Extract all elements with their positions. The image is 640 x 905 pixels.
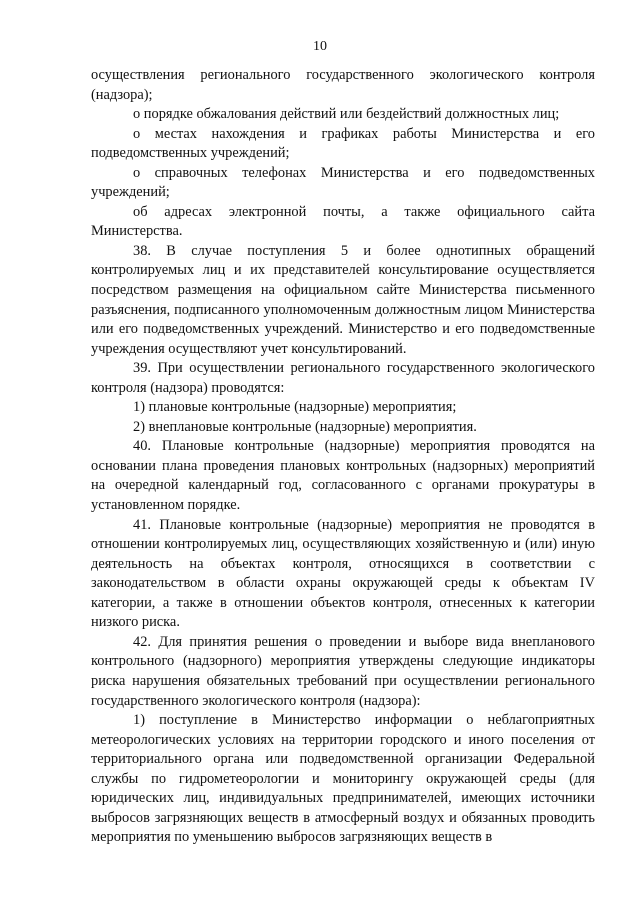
paragraph: осуществления регионального государственного экологического контроля (надзора); — [91, 67, 595, 103]
paragraph: 42. Для принятия решения о проведении и выборе вида внепланового контрольного (надзорного) мероприятия утверждены следующие индикаторы риска нарушения обязательных требований при осуществлении регионального государственного экологического контроля (надзора): — [91, 633, 595, 709]
paragraph: 1) поступление в Министерство информации о неблагоприятных метеорологических условиях на территории городского и иного поселения от территориального органа или подведомственной организации Федеральной службы по гидрометеорологии и мониторингу окружающей среды (для юридических лиц, индивидуальных предпринимателей, имеющих источники выбросов загрязняющих веществ в атмосферный воздух и обязанных проводить мероприятия по уменьшению выбросов загрязняющих веществ в — [91, 712, 595, 846]
paragraph: 2) внеплановые контрольные (надзорные) мероприятия. — [133, 418, 477, 435]
page-number: 10 — [313, 39, 327, 54]
paragraph: 41. Плановые контрольные (надзорные) мероприятия не проводятся в отношении контролируемых лиц, осуществляющих хозяйственную и (или) иную деятельность на объектах контроля, относящихся в соответствии с законодательством в области охраны окружающей среды к объектам IV категории, а также в отношении объектов контроля, отнесенных к категории низкого риска. — [91, 516, 595, 631]
paragraph: 40. Плановые контрольные (надзорные) мероприятия проводятся на основании плана проведения плановых контрольных (надзорных) мероприятий на очередной календарный год, согласованного с органами прокуратуры в установленном порядке. — [91, 438, 595, 514]
paragraph: о порядке обжалования действий или бездействий должностных лиц; — [133, 106, 560, 123]
paragraph: 38. В случае поступления 5 и более однотипных обращений контролируемых лиц и их представителей консультирование осуществляется посредством размещения на официальном сайте Министерства письменного разъяснения, подписанного уполномоченным должностным лицом Министерства или его подведомственных учреждений. Министерство и его подведомственные учреждения осуществляют учет консультирований. — [91, 242, 595, 357]
document-body — [91, 66, 595, 848]
paragraph: 39. При осуществлении регионального государственного экологического контроля (надзора) проводятся: — [91, 360, 595, 396]
paragraph: о справочных телефонах Министерства и его подведомственных учреждений; — [91, 164, 595, 201]
paragraph: 1) плановые контрольные (надзорные) мероприятия; — [133, 399, 457, 416]
paragraph: о местах нахождения и графиках работы Министерства и его подведомственных учреждений; — [91, 125, 595, 162]
paragraph: об адресах электронной почты, а также официального сайта Министерства. — [91, 203, 595, 240]
